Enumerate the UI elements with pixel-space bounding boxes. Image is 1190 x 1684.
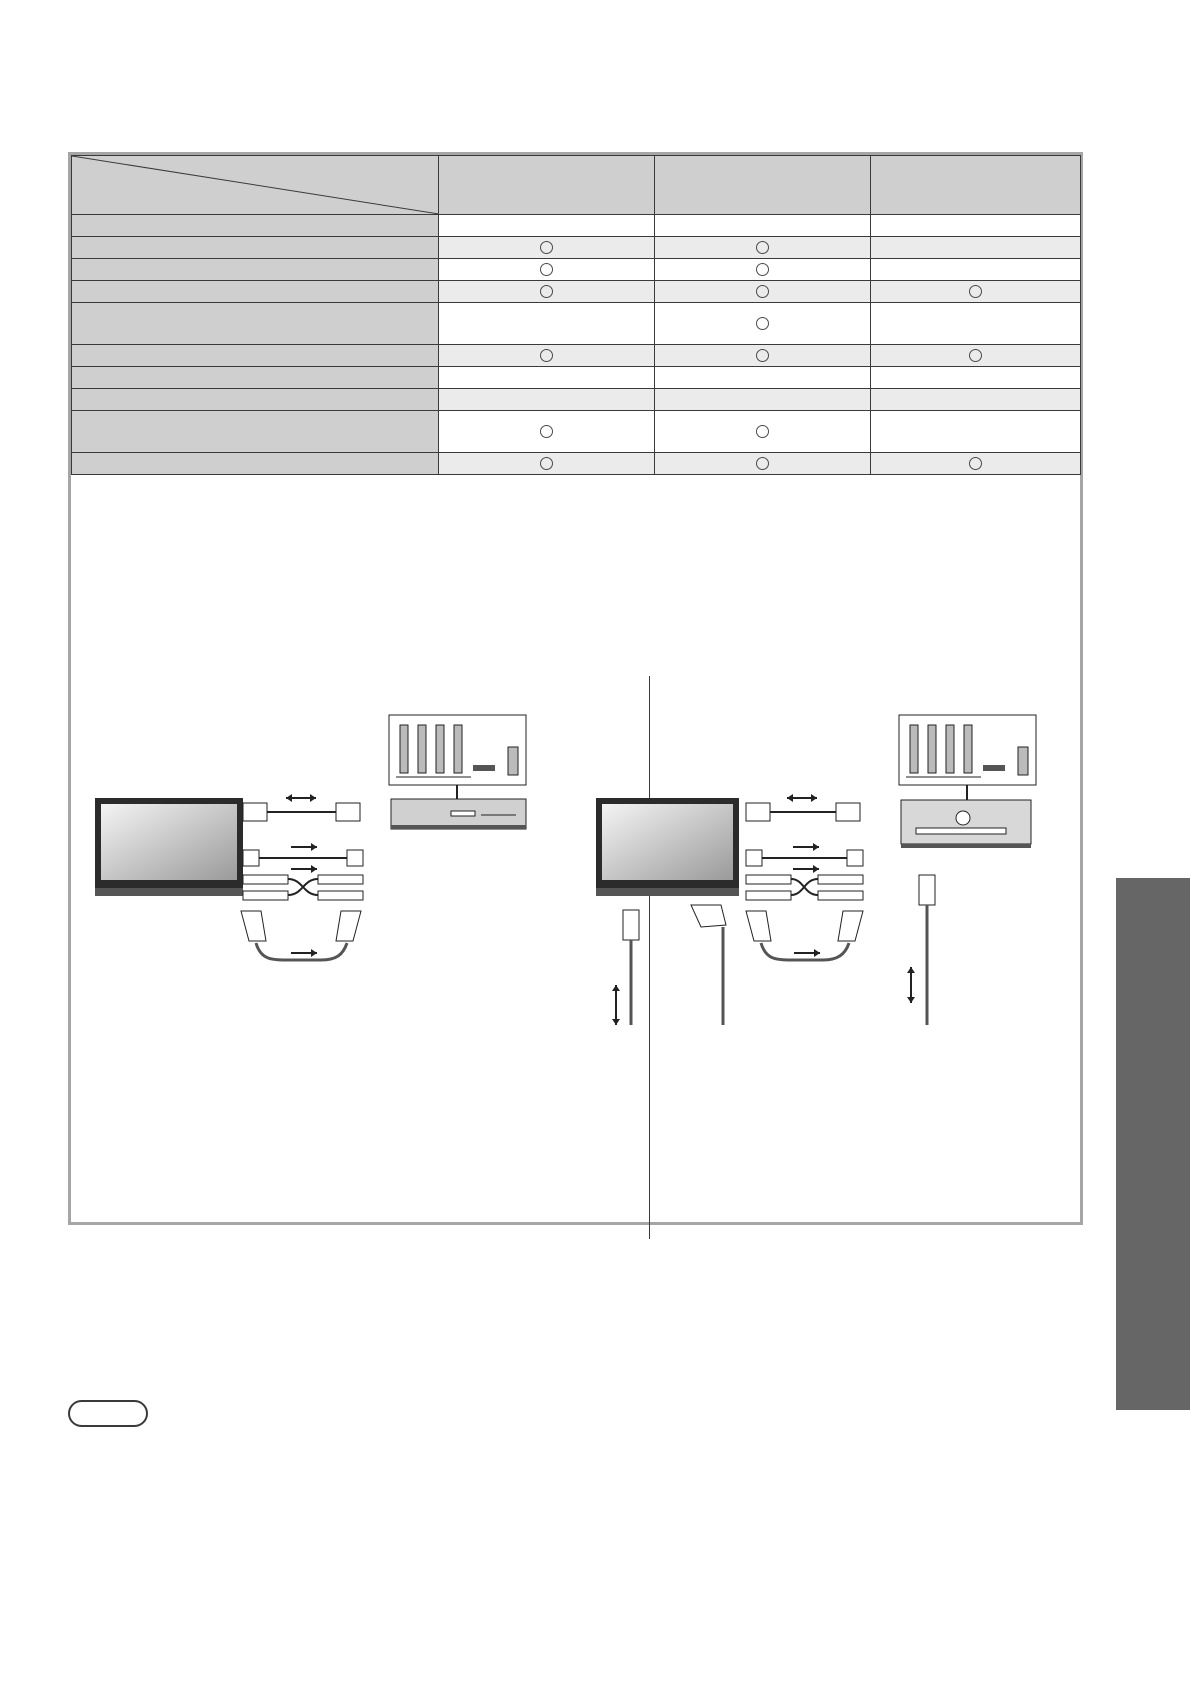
table-cell: [871, 281, 1081, 303]
rca-cable-icon: [243, 865, 363, 900]
table-cell: [655, 367, 871, 389]
table-cell: [439, 215, 655, 237]
table-row: [72, 237, 1081, 259]
row-label: [72, 345, 439, 367]
scart-cable-icon: [241, 911, 361, 960]
hdmi-cable-icon: [243, 794, 360, 821]
table-row: [72, 453, 1081, 475]
supported-mark-icon: [540, 241, 553, 254]
speaker-system-icon: [389, 715, 526, 799]
table-cell: [439, 303, 655, 345]
table-cell: [871, 259, 1081, 281]
table-cell: [439, 281, 655, 303]
corner-diagonal: [72, 156, 439, 214]
supported-mark-icon: [540, 425, 553, 438]
speaker-system-icon: [899, 715, 1036, 800]
table-row: [72, 303, 1081, 345]
hdmi-cable-icon: [907, 875, 935, 1025]
row-label: [72, 259, 439, 281]
supported-mark-icon: [540, 285, 553, 298]
tv-icon: [596, 798, 739, 896]
scart-cable-icon: [746, 911, 863, 960]
optical-cable-icon: [243, 843, 363, 866]
supported-mark-icon: [756, 263, 769, 276]
table-cell: [655, 281, 871, 303]
table-cell: [655, 215, 871, 237]
supported-mark-icon: [540, 349, 553, 362]
column-header: [655, 156, 871, 215]
row-label: [72, 215, 439, 237]
table-header-row: [72, 156, 1081, 215]
supported-mark-icon: [969, 285, 982, 298]
table-cell: [439, 411, 655, 453]
scart-cable-icon: [691, 905, 895, 1025]
table-row: [72, 389, 1081, 411]
supported-mark-icon: [969, 457, 982, 470]
supported-mark-icon: [756, 457, 769, 470]
table-cell: [871, 215, 1081, 237]
table-cell: [871, 389, 1081, 411]
table-cell: [871, 237, 1081, 259]
hdmi-cable-icon: [746, 794, 860, 821]
table-cell: [871, 345, 1081, 367]
row-label: [72, 453, 439, 475]
table-cell: [439, 259, 655, 281]
table-cell: [655, 453, 871, 475]
feature-table: [71, 155, 1081, 475]
amplifier-icon: [901, 800, 1031, 848]
table-cell: [871, 453, 1081, 475]
row-label: [72, 389, 439, 411]
table-cell: [439, 389, 655, 411]
supported-mark-icon: [540, 457, 553, 470]
column-header: [871, 156, 1081, 215]
supported-mark-icon: [540, 263, 553, 276]
row-label: [72, 411, 439, 453]
table-cell: [439, 237, 655, 259]
table-cell: [439, 453, 655, 475]
table-row: [72, 215, 1081, 237]
supported-mark-icon: [756, 241, 769, 254]
tv-icon: [95, 798, 243, 896]
section-side-tab: [1116, 878, 1190, 1410]
table-cell: [655, 345, 871, 367]
supported-mark-icon: [756, 425, 769, 438]
table-cell: [871, 367, 1081, 389]
table-cell: [655, 237, 871, 259]
column-header: [439, 156, 655, 215]
supported-mark-icon: [756, 349, 769, 362]
supported-mark-icon: [756, 317, 769, 330]
supported-mark-icon: [969, 349, 982, 362]
optical-cable-icon: [746, 843, 863, 866]
feature-panel: [68, 152, 1083, 1225]
table-cell: [655, 303, 871, 345]
table-cell: [439, 345, 655, 367]
table-row: [72, 345, 1081, 367]
supported-mark-icon: [756, 285, 769, 298]
row-label: [72, 237, 439, 259]
rca-cable-icon: [746, 865, 863, 900]
note-label: [68, 1400, 148, 1427]
table-cell: [655, 411, 871, 453]
table-row: [72, 367, 1081, 389]
connection-diagram-left: [91, 555, 611, 975]
row-label: [72, 281, 439, 303]
recorder-icon: [391, 799, 526, 829]
table-row: [72, 281, 1081, 303]
table-cell: [871, 411, 1081, 453]
table-cell: [655, 259, 871, 281]
hdmi-cable-icon: [612, 910, 639, 1025]
table-row: [72, 411, 1081, 453]
table-row: [72, 259, 1081, 281]
row-label: [72, 367, 439, 389]
connection-diagram-right: [591, 555, 1081, 1025]
header-corner-cell: [72, 156, 439, 215]
row-label: [72, 303, 439, 345]
table-cell: [655, 389, 871, 411]
table-cell: [439, 367, 655, 389]
table-cell: [871, 303, 1081, 345]
